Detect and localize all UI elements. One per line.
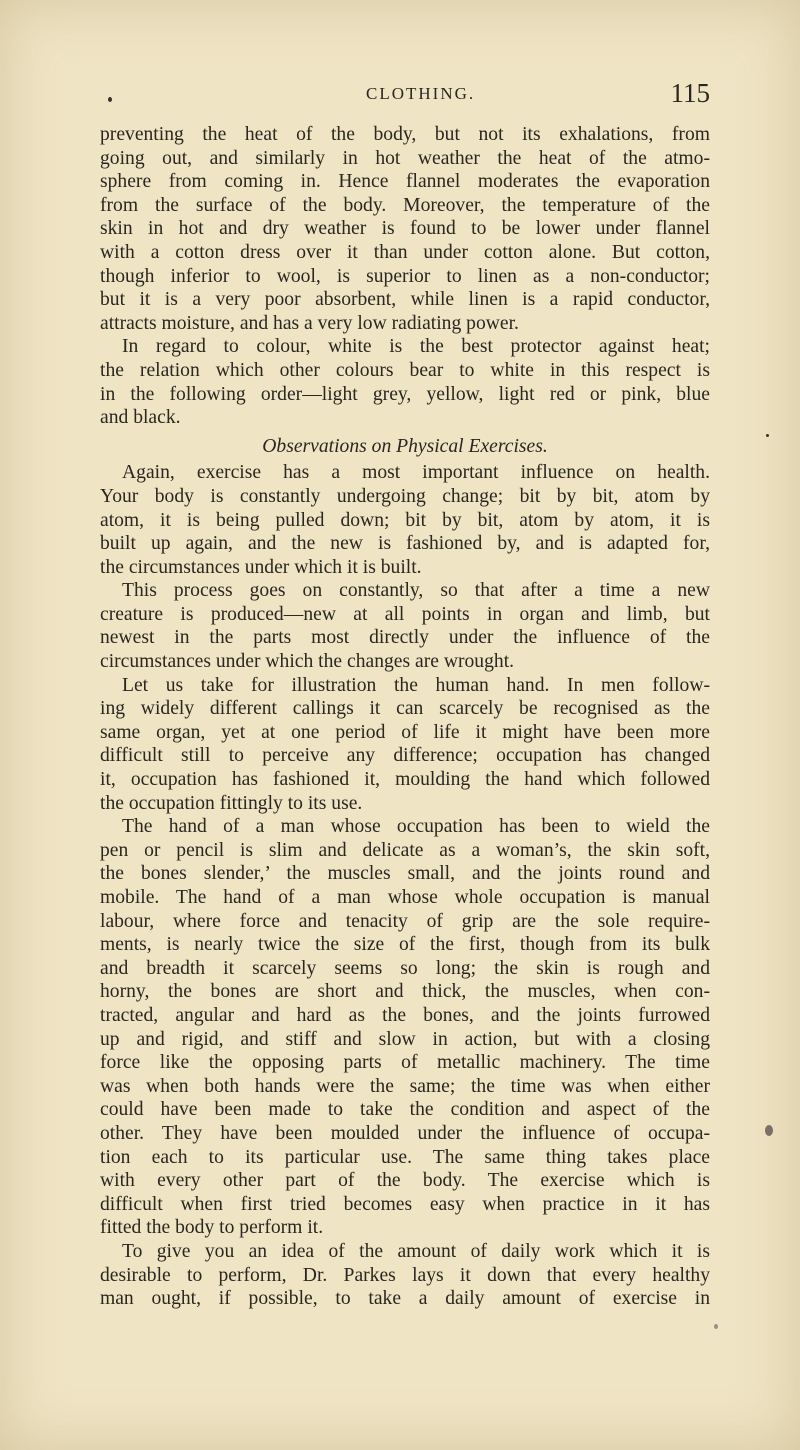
text-line: up and rigid, and stiff and slow in action, but with a closing <box>100 1028 710 1050</box>
text-line: the relation which other colours bear to white in this respect is <box>100 359 710 381</box>
ink-speck <box>714 1324 718 1329</box>
text-line: with every other part of the body. The exercise which is <box>100 1170 710 1192</box>
text-line: ing widely different callings it can scarcely be recognised as the <box>100 698 710 720</box>
text-line: in the following order—light grey, yellow, light red or pink, blue <box>100 383 710 405</box>
page-header <box>100 78 710 114</box>
text-line: and black. <box>100 407 181 429</box>
running-head: CLOTHING. <box>366 84 476 103</box>
text-line: pen or pencil is slim and delicate as a woman’s, the skin soft, <box>100 839 710 861</box>
text-line: Your body is constantly undergoing change; bit by bit, atom by <box>100 485 710 507</box>
text-line: Again, exercise has a most important influence on health. <box>122 462 710 484</box>
text-line: tion each to its particular use. The same thing takes place <box>100 1146 710 1168</box>
text-line: the bones slender,’ the muscles small, and the joints round and <box>100 863 710 885</box>
text-line: the occupation fittingly to its use. <box>100 792 363 814</box>
text-line: horny, the bones are short and thick, the muscles, when con- <box>100 981 710 1003</box>
ink-speck <box>108 97 112 102</box>
page-body <box>100 123 710 1311</box>
text-line: built up again, and the new is fashioned by, and is adapted for, <box>100 533 710 555</box>
text-line: preventing the heat of the body, but not its exhalations, from <box>100 124 710 145</box>
text-line: Let us take for illustration the human hand. In men follow- <box>122 674 710 696</box>
text-line: though inferior to wool, is superior to linen as a non-conductor; <box>100 265 710 287</box>
text-line: circumstances under which the changes are wrought. <box>100 651 515 673</box>
text-line: atom, it is being pulled down; bit by bit, atom by atom, it is <box>100 509 710 531</box>
text-line: labour, where force and tenacity of grip are the sole require- <box>100 910 710 932</box>
text-line: mobile. The hand of a man whose whole occupation is manual <box>100 887 710 908</box>
text-line: the circumstances under which it is built. <box>100 556 422 578</box>
text-line: could have been made to take the condition and aspect of the <box>100 1099 710 1121</box>
text-line: In regard to colour, white is the best protector against heat; <box>122 336 710 358</box>
text-line: but it is a very poor absorbent, while linen is a rapid conductor, <box>100 289 710 311</box>
text-line: creature is produced—new at all points in organ and limb, but <box>100 603 710 625</box>
text-line: difficult when first tried becomes easy when practice in it has <box>100 1193 710 1215</box>
text-line: sphere from coming in. Hence flannel moderates the evaporation <box>100 171 710 193</box>
ink-speck <box>766 434 769 437</box>
text-line: To give you an idea of the amount of daily work which it is <box>122 1240 710 1262</box>
text-line: going out, and similarly in hot weather the heat of the atmo- <box>100 147 710 169</box>
text-line: man ought, if possible, to take a daily amount of exercise in <box>100 1288 710 1310</box>
section-heading: Observations on Physical Exercises. <box>262 435 548 457</box>
text-line: was when both hands were the same; the time was when either <box>100 1075 710 1097</box>
text-line: fitted the body to perform it. <box>100 1217 324 1239</box>
text-line: tracted, angular and hard as the bones, and the joints furrowed <box>100 1004 710 1026</box>
text-line: skin in hot and dry weather is found to be lower under flannel <box>100 218 710 240</box>
text-line: force like the opposing parts of metallic machinery. The time <box>100 1052 710 1074</box>
text-line: same organ, yet at one period of life it might have been more <box>100 721 710 743</box>
text-line: it, occupation has fashioned it, moulding the hand which followed <box>100 769 710 791</box>
ink-speck <box>765 1125 773 1136</box>
text-line: other. They have been moulded under the influence of occupa- <box>100 1122 710 1144</box>
text-line: attracts moisture, and has a very low radiating power. <box>100 312 519 334</box>
page-number: 115 <box>670 78 710 108</box>
text-line: and breadth it scarcely seems so long; the skin is rough and <box>100 957 710 979</box>
text-line: from the surface of the body. Moreover, the temperature of the <box>100 194 710 216</box>
text-line: This process goes on constantly, so that after a time a new <box>122 580 710 602</box>
text-line: desirable to perform, Dr. Parkes lays it down that every healthy <box>100 1264 710 1286</box>
text-line: difficult still to perceive any difference; occupation has changed <box>100 745 710 767</box>
text-line: newest in the parts most directly under the influence of the <box>100 627 710 649</box>
text-line: The hand of a man whose occupation has been to wield the <box>122 816 710 838</box>
text-line: ments, is nearly twice the size of the first, though from its bulk <box>100 934 710 956</box>
text-line: with a cotton dress over it than under cotton alone. But cotton, <box>100 241 710 263</box>
